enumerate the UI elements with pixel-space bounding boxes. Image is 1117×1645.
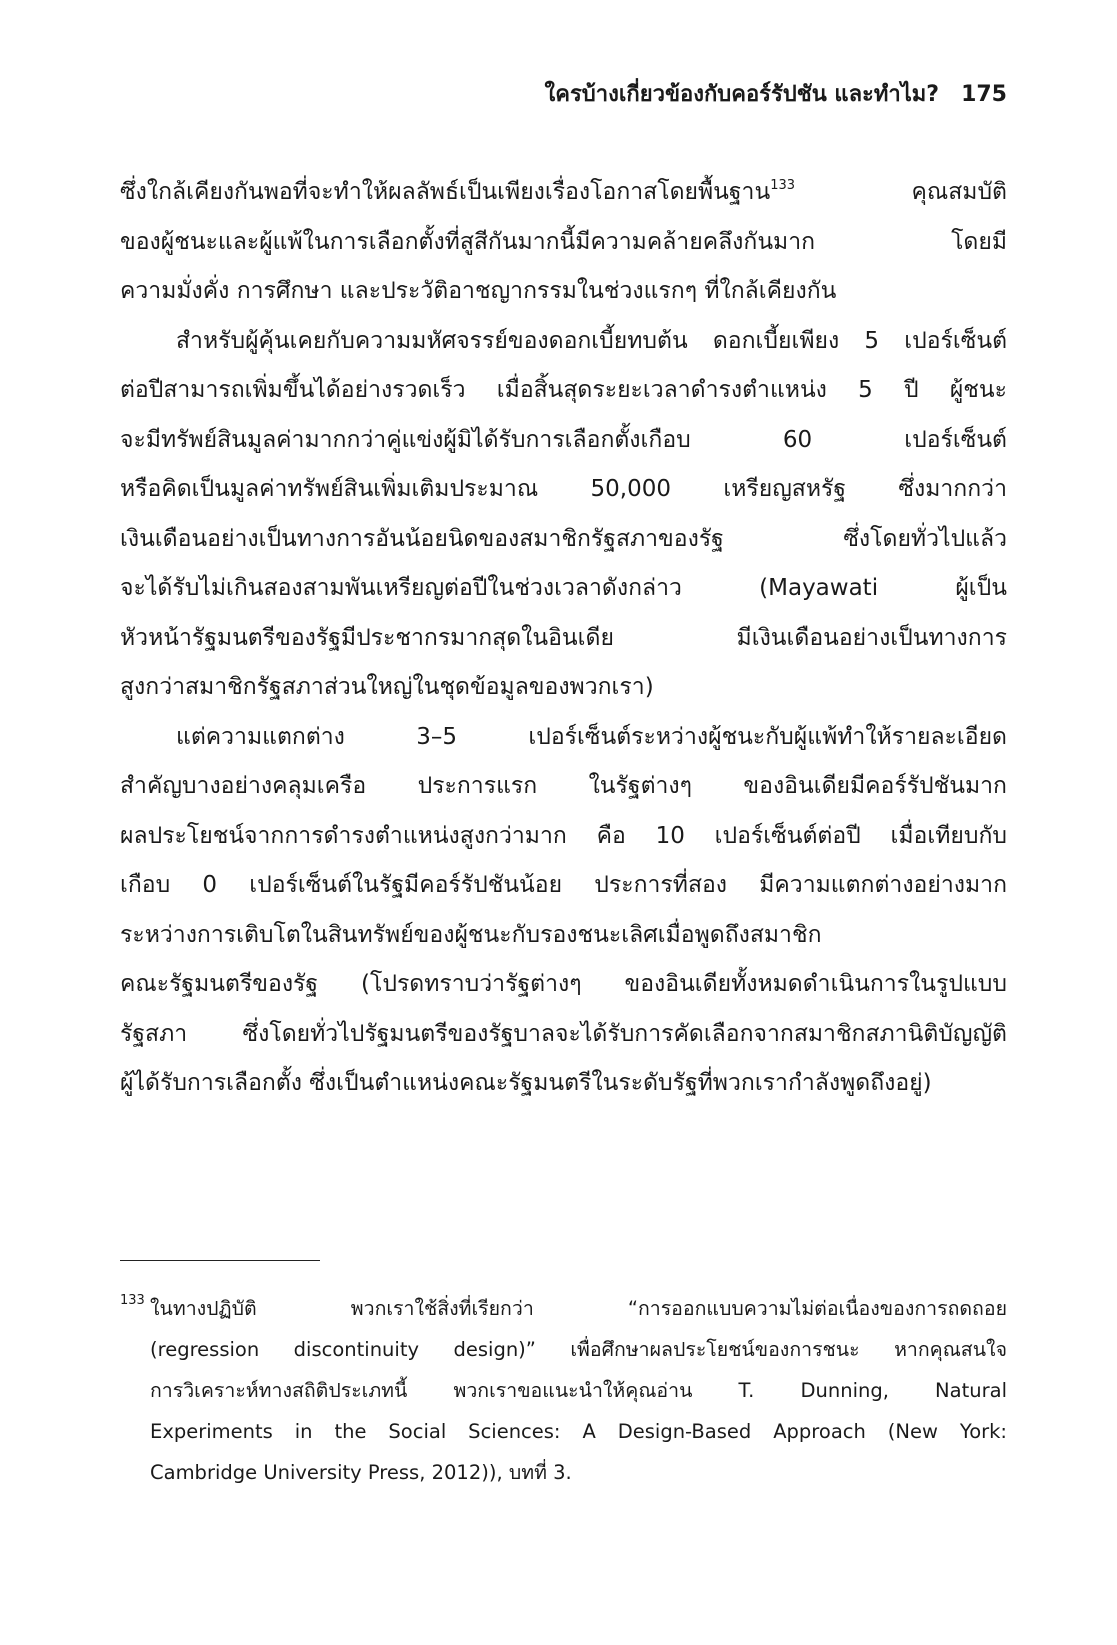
footnote-text — [150, 1288, 1007, 1493]
paragraph-1 — [120, 168, 1007, 317]
text-line: สำคัญบางอย่างคลุมเครือ ประการแรก ในรัฐต่างๆ ของอินเดียมีคอร์รัปชันมาก — [120, 773, 1007, 799]
text-line: คณะรัฐมนตรีของรัฐ (โปรดทราบว่ารัฐต่างๆ ของอินเดียทั้งหมดดำเนินการในรูปแบบ — [120, 971, 1007, 997]
footnote-reference[interactable]: 133 — [770, 178, 796, 193]
text-line: สำหรับผู้คุ้นเคยกับความมหัศจรรย์ของดอกเบี้ยทบต้น ดอกเบี้ยเพียง 5 เปอร์เซ็นต์ — [176, 327, 1007, 354]
footnote-divider — [120, 1260, 320, 1261]
text-line: ของผู้ชนะและผู้แพ้ในการเลือกตั้งที่สูสีกันมากนี้มีความคล้ายคลึงกันมาก โดยมี — [120, 228, 1007, 255]
footnote-marker: 133 — [120, 1293, 145, 1308]
body-text — [120, 168, 1007, 1109]
footnote-line: Experiments in the Social Sciences: A Design-Based Approach (New York: — [150, 1420, 1007, 1443]
footnote-line: (regression discontinuity design)” เพื่อศึกษาผลประโยชน์ของการชนะ หากคุณสนใจ — [150, 1338, 1007, 1361]
text-line: ต่อปีสามารถเพิ่มขึ้นได้อย่างรวดเร็ว เมื่อสิ้นสุดระยะเวลาดำรงตำแหน่ง 5 ปี ผู้ชนะ — [120, 377, 1007, 403]
text-segment: คุณสมบัติ — [795, 179, 1007, 205]
text-line: เงินเดือนอย่างเป็นทางการอันน้อยนิดของสมาชิกรัฐสภาของรัฐ ซึ่งโดยทั่วไปแล้ว — [120, 525, 1007, 552]
text-line: ระหว่างการเติบโตในสินทรัพย์ของผู้ชนะกับรองชนะเลิศเมื่อพูดถึงสมาชิก — [120, 921, 822, 948]
text-line: เกือบ 0 เปอร์เซ็นต์ในรัฐมีคอร์รัปชันน้อย ประการที่สอง มีความแตกต่างอย่างมาก — [120, 872, 1007, 898]
text-line: หัวหน้ารัฐมนตรีของรัฐมีประชากรมากสุดในอินเดีย มีเงินเดือนอย่างเป็นทางการ — [120, 624, 1007, 651]
text-line: ผลประโยชน์จากการดำรงตำแหน่งสูงกว่ามาก คือ 10 เปอร์เซ็นต์ต่อปี เมื่อเทียบกับ — [120, 822, 1007, 849]
text-line: รัฐสภา ซึ่งโดยทั่วไปรัฐมนตรีของรัฐบาลจะได้รับการคัดเลือกจากสมาชิกสภานิติบัญญัติ — [120, 1020, 1007, 1047]
footnote-line: Cambridge University Press, 2012)), บทที่ 3. — [150, 1461, 572, 1484]
chapter-title: ใครบ้างเกี่ยวข้องกับคอร์รัปชัน และทำไม? — [544, 82, 940, 107]
footnote-line: การวิเคราะห์ทางสถิติประเภทนี้ พวกเราขอแนะนำให้คุณอ่าน T. Dunning, Natural — [150, 1379, 1007, 1402]
footnote — [120, 1288, 1007, 1493]
footnote-line: ในทางปฏิบัติ พวกเราใช้สิ่งที่เรียกว่า “การออกแบบความไม่ต่อเนื่องของการถดถอย — [150, 1297, 1007, 1320]
paragraph-2 — [120, 317, 1007, 713]
running-header — [120, 76, 1007, 111]
text-line: ผู้ได้รับการเลือกตั้ง ซึ่งเป็นตำแหน่งคณะรัฐมนตรีในระดับรัฐที่พวกเรากำลังพูดถึงอยู่) — [120, 1070, 932, 1096]
paragraph-3 — [120, 713, 1007, 1109]
text-line: สูงกว่าสมาชิกรัฐสภาส่วนใหญ่ในชุดข้อมูลของพวกเรา) — [120, 674, 654, 700]
text-segment: ซึ่งใกล้เคียงกันพอที่จะทำให้ผลลัพธ์เป็นเพียงเรื่องโอกาสโดยพื้นฐาน — [120, 179, 771, 205]
text-line — [120, 168, 1007, 218]
text-line: จะได้รับไม่เกินสองสามพันเหรียญต่อปีในช่วงเวลาดังกล่าว (Mayawati ผู้เป็น — [120, 575, 1007, 601]
text-line: แต่ความแตกต่าง 3–5 เปอร์เซ็นต์ระหว่างผู้ชนะกับผู้แพ้ทำให้รายละเอียด — [176, 723, 1007, 750]
text-line: ความมั่งคั่ง การศึกษา และประวัติอาชญากรรมในช่วงแรกๆ ที่ใกล้เคียงกัน — [120, 278, 837, 304]
page-number: 175 — [961, 82, 1007, 107]
text-line: จะมีทรัพย์สินมูลค่ามากกว่าคู่แข่งผู้มิได้รับการเลือกตั้งเกือบ 60 เปอร์เซ็นต์ — [120, 426, 1007, 453]
text-line: หรือคิดเป็นมูลค่าทรัพย์สินเพิ่มเติมประมาณ 50,000 เหรียญสหรัฐ ซึ่งมากกว่า — [120, 476, 1007, 502]
